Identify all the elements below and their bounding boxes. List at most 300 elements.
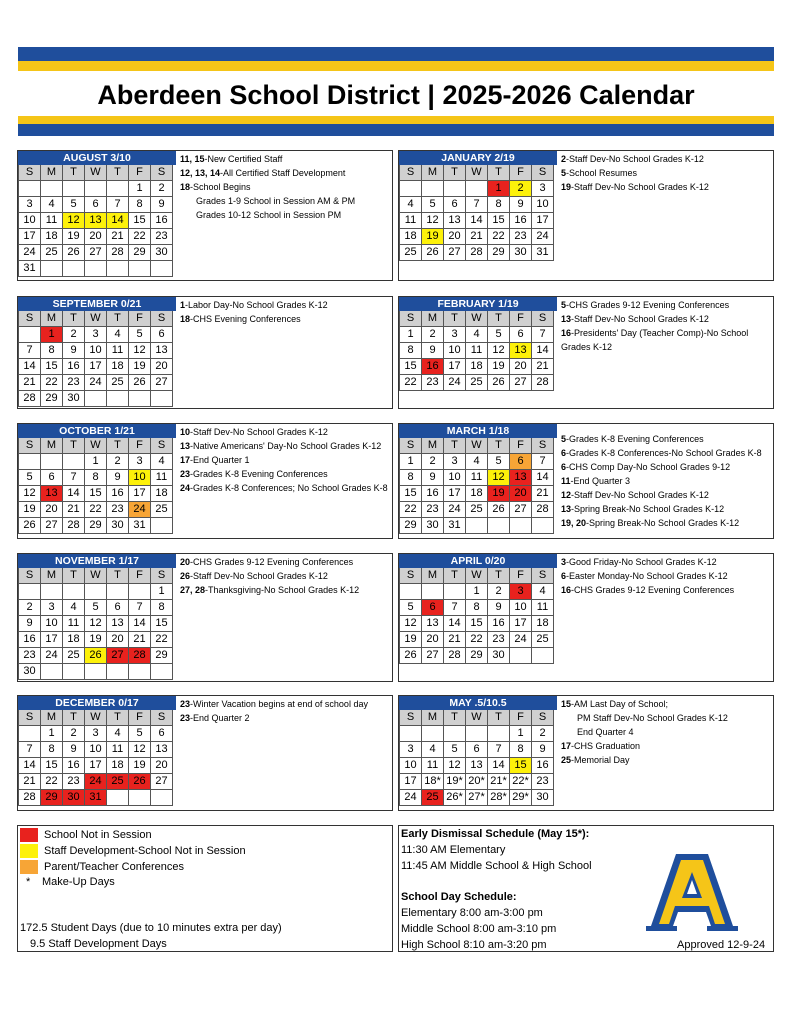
day-cell: 9	[510, 197, 532, 213]
day-header: T	[107, 710, 129, 726]
day-cell: 29	[488, 245, 510, 261]
day-cell: 21	[18, 774, 41, 790]
day-cell: 8	[466, 600, 488, 616]
week-row	[399, 359, 557, 375]
day-cell: 15	[41, 359, 63, 375]
day-cell: 20	[41, 502, 63, 518]
month-title: JANUARY 2/19	[399, 151, 557, 165]
legend-label: Parent/Teacher Conferences	[44, 861, 185, 873]
note-text: -End Quarter 2	[190, 713, 250, 723]
day-header: S	[18, 568, 41, 584]
note-dates: 26	[180, 571, 191, 581]
day-cell: 1	[129, 181, 151, 197]
note-text: -Grades K-8 Conferences-No School Grades K-8	[566, 448, 762, 458]
note-dates: 12	[561, 490, 572, 500]
note-text: End Quarter 4	[577, 727, 634, 737]
high-school-hours: High School 8:10 am-3:20 pm	[401, 939, 547, 951]
day-cell: 30	[488, 648, 510, 664]
day-cell: 24	[510, 632, 532, 648]
note-line	[561, 516, 771, 530]
note-text: -Grades K-8 Conferences; No School Grades K-8	[190, 483, 388, 493]
red-swatch	[20, 828, 38, 842]
day-cell: 1	[399, 327, 422, 343]
note-line	[180, 298, 390, 312]
note-line	[180, 467, 390, 481]
note-text: -Grades K-8 Evening Conferences	[566, 434, 704, 444]
note-text: -CHS Comp Day-No School Grades 9-12	[566, 462, 731, 472]
week-row	[399, 327, 557, 343]
day-cell: 4	[151, 454, 173, 470]
empty-cell	[510, 648, 532, 664]
day-cell: 2	[63, 726, 85, 742]
empty-cell	[63, 181, 85, 197]
day-header-row	[18, 710, 176, 726]
week-row	[399, 470, 557, 486]
note-line	[180, 453, 390, 467]
day-cell: 15	[151, 616, 173, 632]
day-cell: 7	[107, 197, 129, 213]
note-line	[561, 312, 771, 326]
empty-cell	[399, 181, 422, 197]
note-line	[180, 569, 390, 583]
day-cell: 21	[532, 486, 554, 502]
day-cell: 7	[63, 470, 85, 486]
legend-panel	[17, 825, 393, 952]
calendar-grid	[399, 696, 557, 806]
empty-cell	[107, 181, 129, 197]
day-cell: 5	[85, 600, 107, 616]
note-text: -Staff Dev-No School Grades K-12	[571, 490, 709, 500]
day-cell: 3	[510, 584, 532, 600]
day-cell: 23	[107, 502, 129, 518]
day-cell: 23	[488, 632, 510, 648]
day-cell: 25	[107, 774, 129, 790]
note-dates: 24	[180, 483, 191, 493]
week-row	[399, 790, 557, 806]
day-cell: 2	[532, 726, 554, 742]
day-cell: 16	[107, 486, 129, 502]
empty-cell	[63, 261, 85, 277]
month-notes	[561, 298, 771, 354]
month-title: AUGUST 3/10	[18, 151, 176, 165]
day-cell: 3	[532, 181, 554, 197]
day-cell: 17	[85, 359, 107, 375]
day-cell: 6	[510, 327, 532, 343]
day-cell: 25	[466, 502, 488, 518]
week-row	[399, 616, 557, 632]
day-cell: 10	[444, 470, 466, 486]
note-dates: 13	[561, 314, 572, 324]
day-cell: 28	[466, 245, 488, 261]
legend-row-yellow	[20, 844, 246, 858]
day-header: F	[129, 165, 151, 181]
note-text: -AM Last Day of School;	[571, 699, 669, 709]
day-cell: 3	[85, 327, 107, 343]
day-cell: 3	[18, 197, 41, 213]
note-dates: 20	[180, 557, 191, 567]
week-row	[18, 213, 176, 229]
day-header: S	[532, 710, 554, 726]
empty-cell	[63, 454, 85, 470]
day-cell: 6	[85, 197, 107, 213]
day-cell: 16	[63, 359, 85, 375]
day-header: S	[532, 568, 554, 584]
day-cell: 16	[510, 213, 532, 229]
note-line	[561, 502, 771, 516]
week-row	[18, 261, 176, 277]
day-cell: 18	[466, 359, 488, 375]
day-cell: 8	[151, 600, 173, 616]
aberdeen-a-logo	[645, 852, 739, 932]
day-cell: 4	[399, 197, 422, 213]
day-cell: 12	[85, 616, 107, 632]
day-cell: 21*	[488, 774, 510, 790]
day-cell: 19	[488, 359, 510, 375]
empty-cell	[107, 664, 129, 680]
day-cell: 12	[63, 213, 85, 229]
day-cell: 1	[510, 726, 532, 742]
empty-cell	[85, 181, 107, 197]
note-line	[561, 326, 771, 354]
day-header: M	[41, 311, 63, 327]
note-text: -CHS Grades 9-12 Evening Conferences	[571, 585, 735, 595]
week-row	[18, 648, 176, 664]
day-cell: 15	[41, 758, 63, 774]
month-notes	[561, 152, 771, 194]
week-row	[18, 470, 176, 486]
day-cell: 13	[466, 758, 488, 774]
empty-cell	[41, 664, 63, 680]
week-row	[18, 584, 176, 600]
day-cell: 24	[129, 502, 151, 518]
day-header: S	[399, 710, 422, 726]
month-title: OCTOBER 1/21	[18, 424, 176, 438]
day-cell: 20	[151, 359, 173, 375]
note-text: -CHS Evening Conferences	[190, 314, 301, 324]
day-cell: 23	[63, 774, 85, 790]
note-line	[561, 725, 771, 739]
day-cell: 8	[129, 197, 151, 213]
note-dates: 25	[561, 755, 572, 765]
note-line	[561, 697, 771, 711]
early-ms-hs: 11:45 AM Middle School & High School	[401, 860, 592, 872]
day-cell: 11	[107, 742, 129, 758]
day-cell: 26	[18, 518, 41, 534]
day-cell: 10	[510, 600, 532, 616]
day-cell: 19	[85, 632, 107, 648]
empty-cell	[532, 648, 554, 664]
early-elementary: 11:30 AM Elementary	[401, 844, 506, 856]
note-text: -School Begins	[190, 182, 251, 192]
day-header: T	[63, 165, 85, 181]
note-text: PM Staff Dev-No School Grades K-12	[577, 713, 728, 723]
day-cell: 20*	[466, 774, 488, 790]
legend-label: School Not in Session	[44, 829, 152, 841]
day-cell: 22	[41, 774, 63, 790]
month-february	[398, 296, 774, 409]
note-text: -Winter Vacation begins at end of school day	[190, 699, 368, 709]
note-text: -Presidents' Day (Teacher Comp)-No School Grades K-12	[561, 328, 749, 352]
day-cell: 16	[151, 213, 173, 229]
day-cell: 26	[63, 245, 85, 261]
week-row	[18, 632, 176, 648]
day-header: W	[85, 710, 107, 726]
day-cell: 29	[466, 648, 488, 664]
day-cell: 11	[422, 758, 444, 774]
day-header: S	[151, 438, 173, 454]
day-header: W	[466, 165, 488, 181]
calendar-grid	[18, 424, 176, 534]
day-cell: 13	[151, 343, 173, 359]
week-row	[399, 181, 557, 197]
week-row	[18, 486, 176, 502]
day-cell: 26	[129, 375, 151, 391]
day-cell: 5	[444, 742, 466, 758]
day-cell: 7	[18, 742, 41, 758]
day-cell: 7	[532, 327, 554, 343]
bottom-gold-band	[18, 116, 774, 124]
empty-cell	[151, 790, 173, 806]
empty-cell	[85, 261, 107, 277]
day-cell: 5	[399, 600, 422, 616]
day-cell: 17	[510, 616, 532, 632]
note-dates: 5	[561, 434, 567, 444]
note-line	[561, 474, 771, 488]
note-dates: 11	[561, 476, 571, 486]
day-header: M	[41, 165, 63, 181]
day-header: S	[399, 311, 422, 327]
day-cell: 3	[129, 454, 151, 470]
day-cell: 10	[85, 742, 107, 758]
day-cell: 24	[444, 375, 466, 391]
day-header: S	[532, 438, 554, 454]
day-header: W	[85, 165, 107, 181]
note-line	[180, 180, 390, 194]
day-cell: 9	[422, 343, 444, 359]
day-cell: 22	[399, 375, 422, 391]
note-text: -End Quarter 3	[570, 476, 631, 486]
note-text: -Spring Break-No School Grades K-12	[571, 504, 725, 514]
day-cell: 29*	[510, 790, 532, 806]
week-row	[399, 648, 557, 664]
note-text: -Grades K-8 Evening Conferences	[190, 469, 328, 479]
empty-cell	[151, 664, 173, 680]
day-cell: 20	[510, 359, 532, 375]
note-dates: 19	[561, 182, 572, 192]
day-cell: 6	[422, 600, 444, 616]
schedule-panel	[398, 825, 774, 952]
empty-cell	[488, 518, 510, 534]
day-cell: 19	[399, 632, 422, 648]
note-line	[180, 439, 390, 453]
day-header: M	[41, 438, 63, 454]
day-cell: 29	[85, 518, 107, 534]
approved-date: Approved 12-9-24	[677, 939, 766, 951]
day-header: M	[41, 710, 63, 726]
week-row	[399, 584, 557, 600]
week-row	[18, 229, 176, 245]
day-cell: 9	[488, 600, 510, 616]
day-cell: 11	[151, 470, 173, 486]
calendar-grid	[18, 554, 176, 680]
day-cell: 13	[107, 616, 129, 632]
month-notes	[561, 432, 771, 530]
note-dates: 5	[561, 300, 567, 310]
day-cell: 28	[129, 648, 151, 664]
empty-cell	[129, 790, 151, 806]
day-cell: 13	[85, 213, 107, 229]
day-cell: 30	[151, 245, 173, 261]
note-dates: 18	[180, 314, 191, 324]
day-header: M	[422, 710, 444, 726]
note-dates: 23	[180, 469, 191, 479]
day-cell: 5	[488, 327, 510, 343]
note-line	[180, 166, 390, 180]
note-line	[561, 753, 771, 767]
day-cell: 12	[444, 758, 466, 774]
day-cell: 25	[422, 790, 444, 806]
day-cell: 10	[399, 758, 422, 774]
day-cell: 11	[107, 343, 129, 359]
note-line	[561, 711, 771, 725]
day-cell: 14	[532, 470, 554, 486]
day-header: F	[129, 710, 151, 726]
day-cell: 28	[63, 518, 85, 534]
note-text: -CHS Grades 9-12 Evening Conferences	[190, 557, 354, 567]
day-cell: 6	[510, 454, 532, 470]
day-cell: 23	[63, 375, 85, 391]
day-cell: 8	[399, 343, 422, 359]
empty-cell	[18, 584, 41, 600]
note-line	[561, 446, 771, 460]
note-text: -All Certified Staff Development	[220, 168, 346, 178]
note-text: -New Certified Staff	[204, 154, 283, 164]
day-cell: 28	[532, 375, 554, 391]
day-header: T	[63, 710, 85, 726]
day-header: S	[151, 165, 173, 181]
day-cell: 9	[151, 197, 173, 213]
note-text: -Staff Dev-No School Grades K-12	[566, 154, 704, 164]
note-text: Grades 10-12 School in Session PM	[196, 210, 342, 220]
week-row	[399, 454, 557, 470]
day-header-row	[399, 438, 557, 454]
note-dates: 13	[180, 441, 191, 451]
day-cell: 8	[488, 197, 510, 213]
day-cell: 26*	[444, 790, 466, 806]
day-cell: 21	[466, 229, 488, 245]
day-cell: 10	[18, 213, 41, 229]
day-header-row	[18, 311, 176, 327]
note-text: -Spring Break-No School Grades K-12	[586, 518, 740, 528]
note-line	[561, 166, 771, 180]
week-row	[18, 245, 176, 261]
day-cell: 18	[151, 486, 173, 502]
week-row	[18, 359, 176, 375]
day-cell: 30	[422, 518, 444, 534]
day-cell: 8	[510, 742, 532, 758]
day-header-row	[18, 568, 176, 584]
empty-cell	[85, 391, 107, 407]
day-cell: 19	[129, 758, 151, 774]
day-header: W	[466, 438, 488, 454]
month-august	[17, 150, 393, 281]
note-line	[561, 432, 771, 446]
day-cell: 20	[510, 486, 532, 502]
day-header: T	[488, 568, 510, 584]
empty-cell	[466, 726, 488, 742]
note-dates: 1	[180, 300, 186, 310]
day-cell: 26	[422, 245, 444, 261]
empty-cell	[18, 454, 41, 470]
day-cell: 17	[18, 229, 41, 245]
day-header: M	[422, 438, 444, 454]
day-cell: 1	[151, 584, 173, 600]
empty-cell	[129, 584, 151, 600]
day-cell: 22	[399, 502, 422, 518]
day-cell: 27	[422, 648, 444, 664]
day-header: F	[510, 568, 532, 584]
day-cell: 7	[466, 197, 488, 213]
day-cell: 9	[63, 742, 85, 758]
day-cell: 10	[85, 343, 107, 359]
day-cell: 6	[444, 197, 466, 213]
week-row	[399, 502, 557, 518]
day-cell: 27	[41, 518, 63, 534]
note-dates: 2	[561, 154, 567, 164]
day-cell: 2	[422, 327, 444, 343]
note-line	[180, 711, 390, 725]
day-header: F	[510, 311, 532, 327]
week-row	[18, 742, 176, 758]
month-notes	[561, 555, 771, 597]
day-header: M	[422, 165, 444, 181]
top-gold-band	[18, 61, 774, 71]
day-cell: 20	[422, 632, 444, 648]
empty-cell	[151, 518, 173, 534]
day-cell: 25	[63, 648, 85, 664]
day-cell: 5	[18, 470, 41, 486]
day-cell: 4	[422, 742, 444, 758]
day-cell: 22	[488, 229, 510, 245]
day-cell: 14	[107, 213, 129, 229]
day-cell: 10	[129, 470, 151, 486]
empty-cell	[422, 726, 444, 742]
elementary-hours: Elementary 8:00 am-3:00 pm	[401, 907, 543, 919]
note-dates: 12, 13, 14	[180, 168, 221, 178]
day-header: S	[399, 165, 422, 181]
day-cell: 18	[399, 229, 422, 245]
day-cell: 10	[41, 616, 63, 632]
note-text: -Native Americans' Day-No School Grades K-12	[190, 441, 382, 451]
empty-cell	[41, 181, 63, 197]
note-line	[561, 152, 771, 166]
day-cell: 10	[532, 197, 554, 213]
day-cell: 5	[129, 726, 151, 742]
day-cell: 27	[510, 375, 532, 391]
day-cell: 19	[488, 486, 510, 502]
staff-days: 9.5 Staff Development Days	[30, 938, 167, 950]
day-cell: 5	[488, 454, 510, 470]
top-blue-band	[18, 47, 774, 61]
week-row	[399, 213, 557, 229]
empty-cell	[488, 726, 510, 742]
week-row	[399, 632, 557, 648]
day-cell: 20	[85, 229, 107, 245]
day-cell: 5	[422, 197, 444, 213]
day-cell: 11	[466, 470, 488, 486]
week-row	[18, 502, 176, 518]
day-cell: 21	[18, 375, 41, 391]
